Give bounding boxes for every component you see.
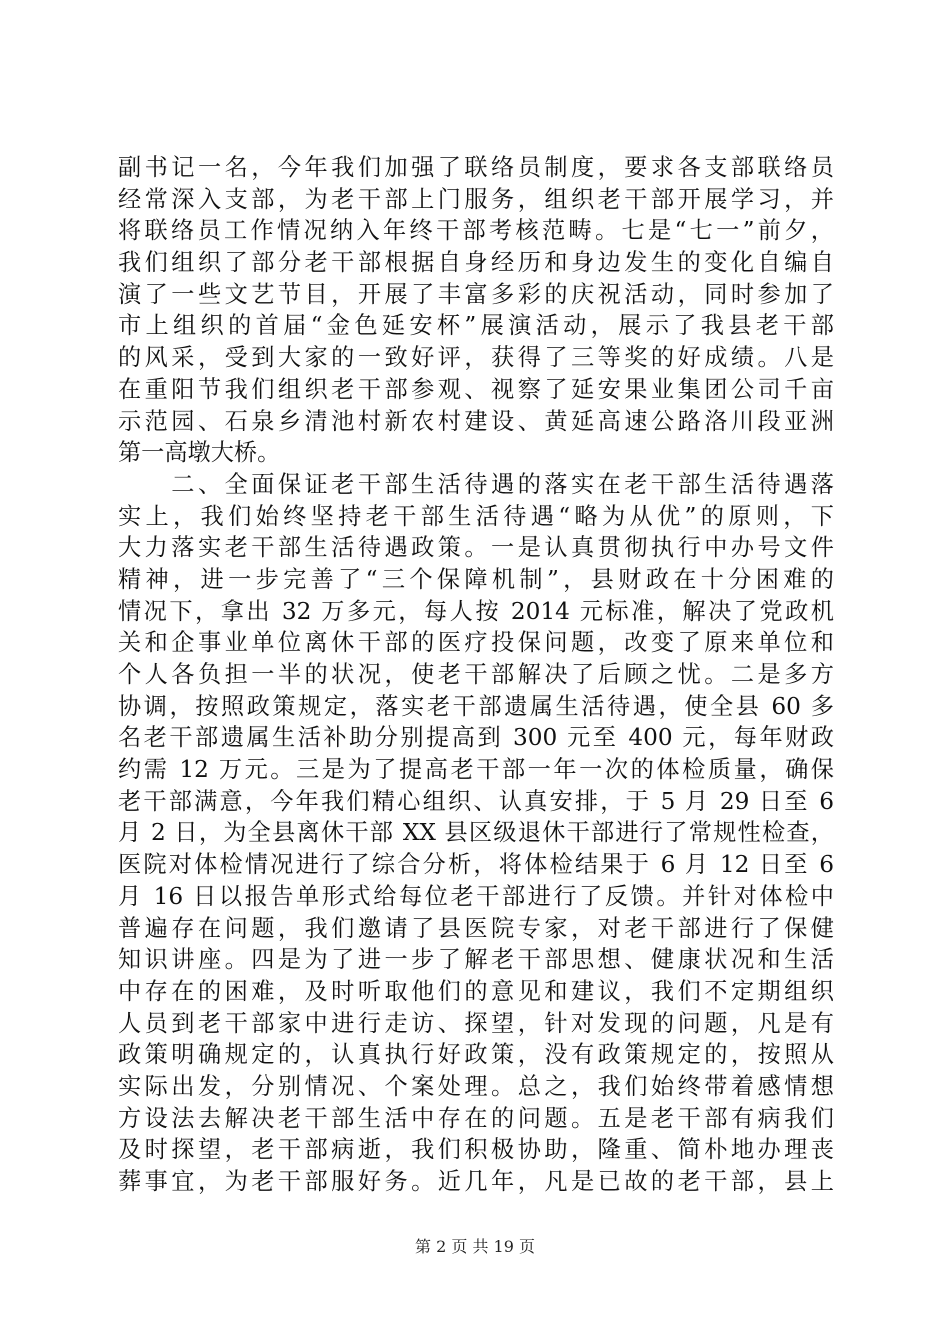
text-line: 二、全面保证老干部生活待遇的落实在老干部生活待遇落 bbox=[118, 470, 834, 498]
text-line: 精神，进一步完善了“三个保障机制”，县财政在十分困难的 bbox=[118, 565, 834, 593]
text-line: 名老干部遗属生活补助分别提高到 300 元至 400 元，每年财政 bbox=[118, 724, 834, 752]
text-line: 副书记一名，今年我们加强了联络员制度，要求各支部联络员 bbox=[118, 154, 834, 181]
document-body bbox=[118, 152, 834, 1198]
text-line: 将联络员工作情况纳入年终干部考核范畴。七是“七一”前夕， bbox=[118, 217, 834, 245]
text-line: 人员到老干部家中进行走访、探望，针对发现的问题，凡是有 bbox=[118, 1009, 834, 1037]
text-line: 示范园、石泉乡清池村新农村建设、黄延高速公路洛川段亚洲 bbox=[118, 407, 834, 435]
text-line: 协调，按照政策规定，落实老干部遗属生活待遇，使全县 60 多 bbox=[118, 692, 834, 720]
text-line: 约需 12 万元。三是为了提高老干部一年一次的体检质量，确保 bbox=[118, 756, 834, 784]
text-line: 情况下，拿出 32 万多元，每人按 2014 元标准，解决了党政机 bbox=[118, 597, 834, 625]
text-line: 方设法去解决老干部生活中存在的问题。五是老干部有病我们 bbox=[118, 1104, 834, 1132]
text-line: 政策明确规定的，认真执行好政策，没有政策规定的，按照从 bbox=[118, 1041, 834, 1069]
text-line: 老干部满意，今年我们精心组织、认真安排，于 5 月 29 日至 6 bbox=[118, 787, 834, 815]
text-line: 在重阳节我们组织老干部参观、视察了延安果业集团公司千亩 bbox=[118, 375, 834, 403]
text-line: 葬事宜，为老干部服好务。近几年，凡是已故的老干部，县上 bbox=[118, 1168, 834, 1195]
text-line: 演了一些文艺节目，开展了丰富多彩的庆祝活动，同时参加了 bbox=[118, 280, 834, 308]
text-line: 第一高墩大桥。 bbox=[118, 439, 281, 467]
text-line: 市上组织的首届“金色延安杯”展演活动，展示了我县老干部 bbox=[118, 312, 834, 340]
text-line: 月 2 日，为全县离休干部 XX 县区级退休干部进行了常规性检查， bbox=[118, 819, 834, 847]
text-line: 关和企事业单位离休干部的医疗投保问题，改变了原来单位和 bbox=[118, 629, 834, 657]
text-line: 医院对体检情况进行了综合分析，将体检结果于 6 月 12 日至 6 bbox=[118, 851, 834, 879]
page-number-footer: 第 2 页 共 19 页 bbox=[415, 1237, 535, 1256]
text-line: 我们组织了部分老干部根据自身经历和身边发生的变化自编自 bbox=[118, 249, 834, 277]
text-line: 大力落实老干部生活待遇政策。一是认真贯彻执行中办号文件 bbox=[118, 534, 834, 562]
text-line: 个人各负担一半的状况，使老干部解决了后顾之忧。二是多方 bbox=[118, 661, 834, 688]
text-line: 月 16 日以报告单形式给每位老干部进行了反馈。并针对体检中 bbox=[118, 882, 834, 910]
text-line: 的风采，受到大家的一致好评，获得了三等奖的好成绩。八是 bbox=[118, 344, 834, 372]
text-line: 知识讲座。四是为了进一步了解老干部思想、健康状况和生活 bbox=[118, 946, 834, 974]
text-line: 实际出发，分别情况、个案处理。总之，我们始终带着感情想 bbox=[118, 1072, 834, 1100]
text-line: 实上，我们始终坚持老干部生活待遇“略为从优”的原则，下 bbox=[118, 502, 834, 530]
text-line: 普遍存在问题，我们邀请了县医院专家，对老干部进行了保健 bbox=[118, 914, 834, 942]
text-line: 及时探望，老干部病逝，我们积极协助，隆重、简朴地办理丧 bbox=[118, 1136, 834, 1164]
text-line: 经常深入支部，为老干部上门服务，组织老干部开展学习，并 bbox=[118, 185, 834, 213]
text-line: 中存在的困难，及时听取他们的意见和建议，我们不定期组织 bbox=[118, 977, 834, 1005]
